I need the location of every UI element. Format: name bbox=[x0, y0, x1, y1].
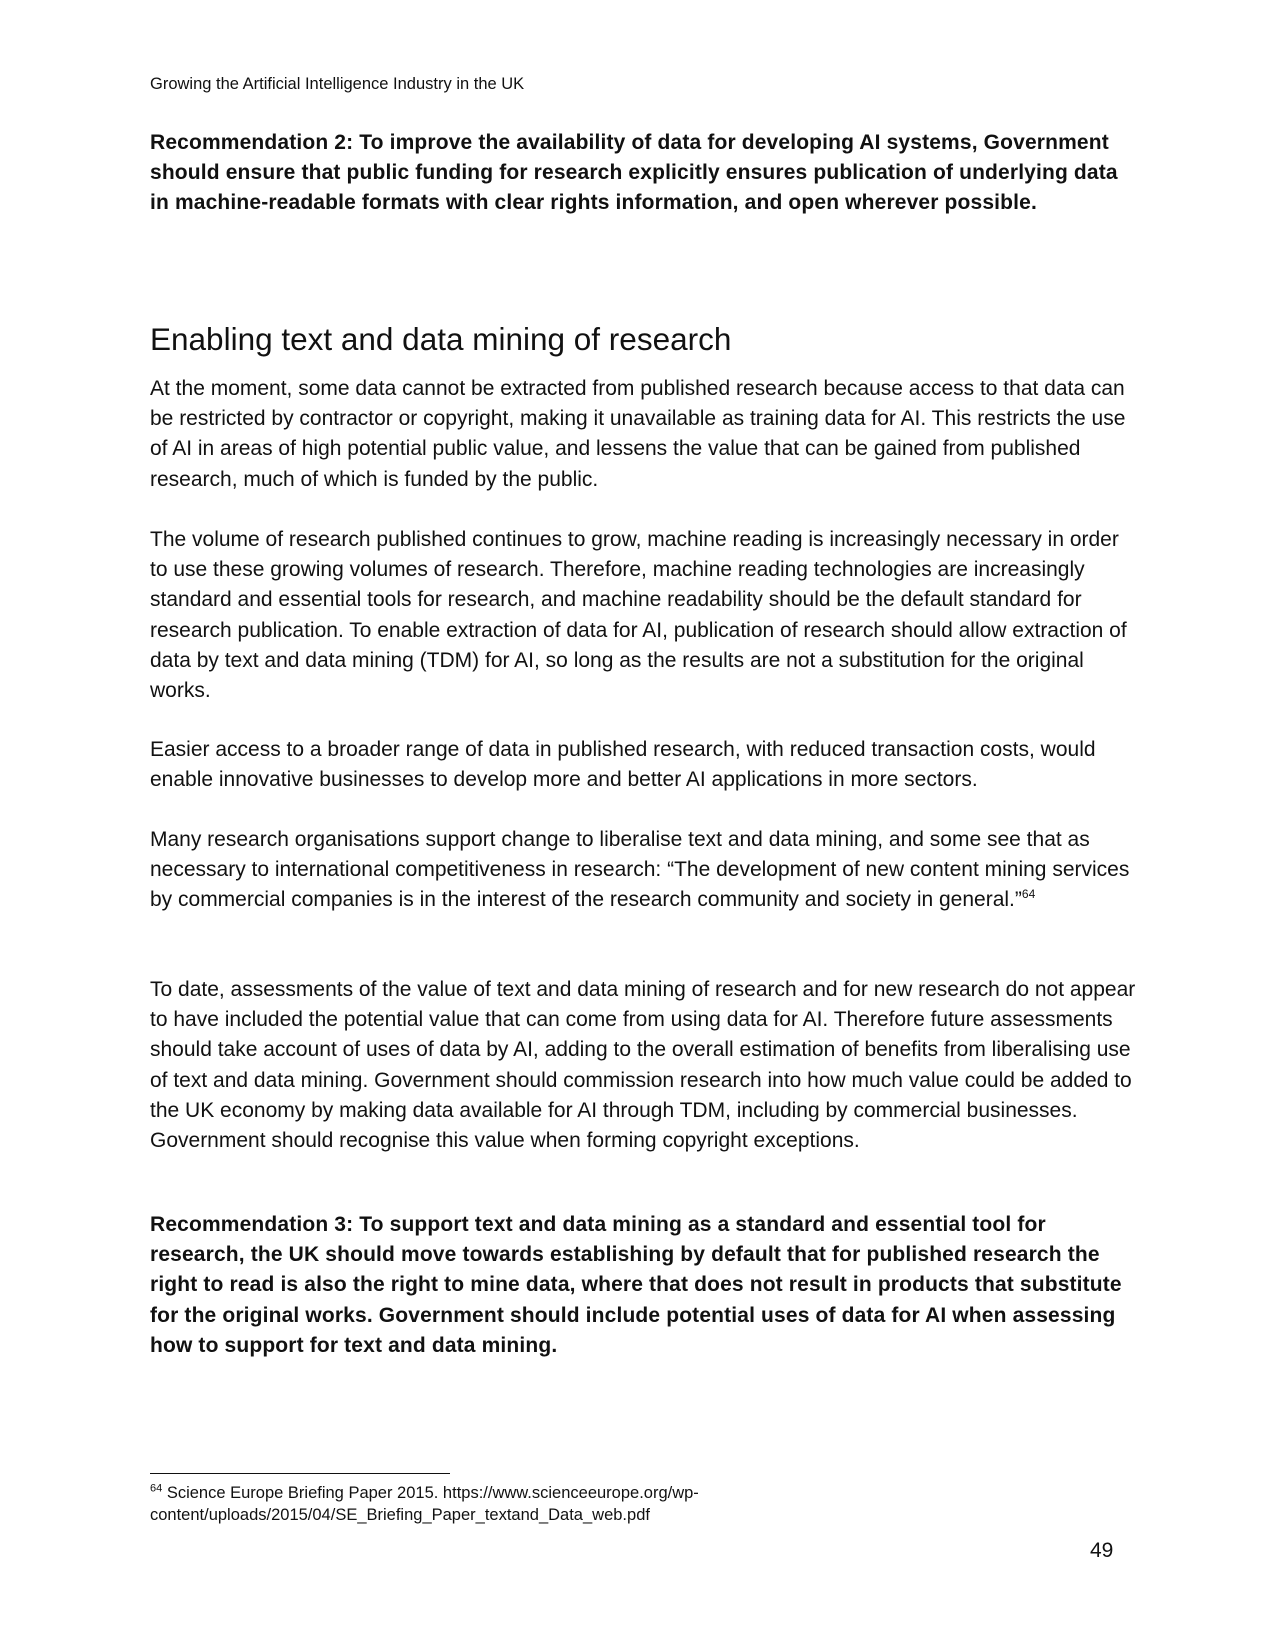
section-heading: Enabling text and data mining of research bbox=[150, 321, 732, 357]
paragraph-3: Easier access to a broader range of data in published research, with reduced transaction costs, would enable innovative businesses to develop more and better AI applications in more sectors. bbox=[150, 738, 1096, 792]
paragraph-1: At the moment, some data cannot be extracted from published research because access to that data can be restricted by contractor or copyright, making it unavailable as training data for AI. This restricts the use of AI in areas of high potential public value, and lessens the value that can be gained from published research, much of which is funded by the public. bbox=[150, 377, 1126, 491]
paragraph-4-text: Many research organisations support change to liberalise text and data mining, and some see that as necessary to international competitiveness in research: “The development of new content mining services by commercial companies is in the interest of the research community and society in general.” bbox=[150, 828, 1130, 912]
footnote-number: 64 bbox=[150, 1482, 163, 1495]
footnote-text: Science Europe Briefing Paper 2015. https://www.scienceeurope.org/wp-content/uploads/2015/04/SE_Briefing_Paper_textand_Data_web.pdf bbox=[150, 1484, 699, 1524]
paragraph-5: To date, assessments of the value of text and data mining of research and for new research do not appear to have included the potential value that can come from using data for AI. Therefore future assessments should take account of uses of data by AI, adding to the overall estimation of benefits from liberalising use of text and data mining. Government should commission research into how much value could be added to the UK economy by making data available for AI through TDM, including by commercial businesses. Government should recognise this value when forming copyright exceptions. bbox=[150, 978, 1136, 1153]
footnote-divider bbox=[150, 1473, 450, 1474]
recommendation-3: Recommendation 3: To support text and data mining as a standard and essential tool for research, the UK should move towards establishing by default that for published research the right to read is also the right to mine data, where that does not result in products that substitute for the original works. Government should include potential uses of data for AI when assessing how to support for text and data mining. bbox=[150, 1213, 1122, 1357]
paragraph-4 bbox=[150, 825, 1140, 916]
paragraph-2: The volume of research published continues to grow, machine reading is increasingly necessary in order to use these growing volumes of research. Therefore, machine reading technologies are increasingly standard and essential tools for research, and machine readability should be the default standard for research publication. To enable extraction of data for AI, publication of research should allow extraction of data by text and data mining (TDM) for AI, so long as the results are not a substitution for the original works. bbox=[150, 528, 1127, 703]
footnote bbox=[150, 1482, 850, 1526]
footnote-reference[interactable]: 64 bbox=[1021, 887, 1036, 902]
recommendation-2: Recommendation 2: To improve the availability of data for developing AI systems, Government should ensure that public funding for research explicitly ensures publication of underlying data in machine-readable formats with clear rights information, and open wherever possible. bbox=[150, 131, 1118, 215]
running-header: Growing the Artificial Intelligence Industry in the UK bbox=[150, 75, 525, 93]
page-number: 49 bbox=[1090, 1539, 1114, 1562]
